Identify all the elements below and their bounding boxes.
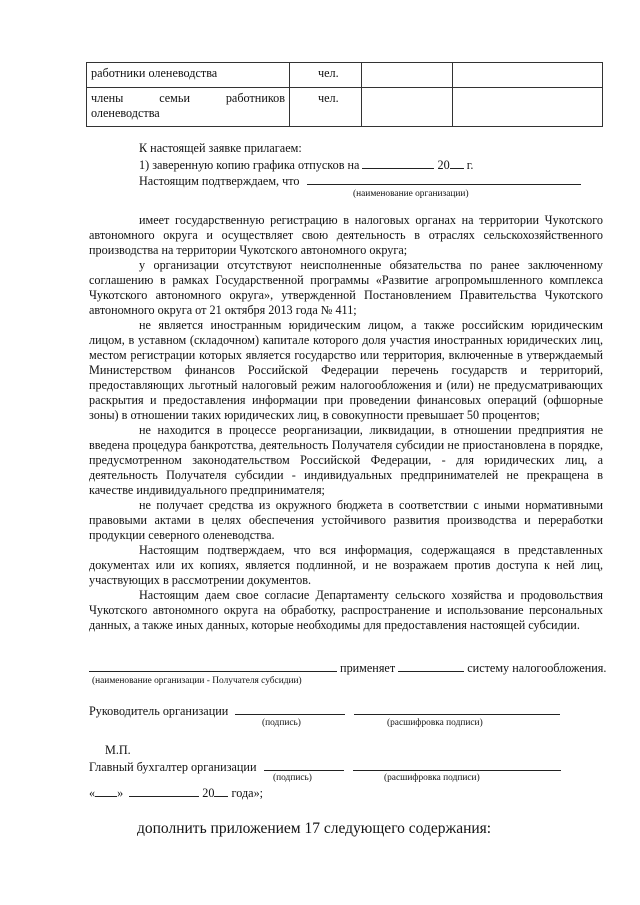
- paragraph: не находится в процессе реорганизации, ликвидации, в отношении предприятия не введена процедура банкротства, деятельность Получателя субсидии не приостановлена в порядке, предусмотренном законодательством Российской Федерации, - для юридических лиц, а деятельность Получателя субсидии - индивидуальных предпринимателей не прекращена в качестве индивидуального предпринимателя;: [89, 423, 603, 497]
- head-signature-line: [89, 703, 560, 719]
- date-year-suffix: года»;: [228, 786, 264, 800]
- date-line: [89, 785, 263, 801]
- row-unit: чел.: [318, 66, 339, 80]
- row-unit: чел.: [318, 91, 339, 105]
- table-row: [87, 88, 603, 127]
- attach-item-1: [139, 157, 473, 173]
- row-label-cell: [87, 63, 290, 88]
- value-cell: [453, 63, 603, 88]
- paragraph: имеет государственную регистрацию в налоговых органах на территории Чукотского автономного округа и осуществляет свою деятельность в отраслях сельскохозяйственного производства на территории Чукотского автономного округа;: [89, 213, 603, 257]
- head-sign-blank: [235, 703, 345, 715]
- attach-item-1-text: 1) заверенную копию графика отпусков на: [139, 158, 363, 172]
- accountant-sign-caption: (подпись): [273, 773, 312, 783]
- year-blank: [362, 157, 434, 169]
- value-cell: [362, 63, 453, 88]
- paragraph: Настоящим подтверждаем, что вся информация, содержащаяся в представленных документах или их копиях, является подлинной, и не возражаем против доступа к ней лиц, участвующих в рассмотрении документов.: [89, 543, 603, 587]
- paragraph: не является иностранным юридическим лицом, а также российским юридическим лицом, в уставном (складочном) капитале которого доля участия иностранных юридических лиц, местом регистрации которых является государство или территория, включенные в утверждаемый Министерством финансов Российской Федерации перечень государств и территорий, предоставляющих льготный налоговый режим налогообложения и (или) не предусматривающих раскрытия и предоставления информации при проведении финансовых операций (офшорные зоны) в отношении таких юридических лиц, в совокупности превышает 50 процентов;: [89, 318, 603, 422]
- value-cell: [362, 88, 453, 127]
- tax-system-blank: [398, 660, 464, 672]
- table-row: [87, 63, 603, 88]
- head-decode-caption: (расшифровка подписи): [387, 718, 483, 728]
- paragraph: у организации отсутствуют неисполненные обязательства по ранее заключенному соглашению в рамках Государственной программы «Развитие агропромышленного комплекса Чукотского автономного округа», утвержденной Постановлением Правительства Чукотского автономного округа от 21 октября 2013 года № 411;: [89, 258, 603, 317]
- recipient-caption: (наименование организации - Получателя субсидии): [92, 676, 302, 686]
- head-decode-blank: [354, 703, 560, 715]
- tax-line: [89, 660, 606, 676]
- paragraph: не получает средства из окружного бюджета в соответствии с иными нормативными правовыми актами в целях обеспечения устойчивого развития производства и переработки продукции северного оленеводства.: [89, 498, 603, 542]
- head-label: Руководитель организации: [89, 704, 229, 718]
- accountant-signature-line: [89, 759, 561, 775]
- recipient-name-blank: [89, 660, 337, 672]
- paragraph: Настоящим даем свое согласие Департаменту сельского хозяйства и продовольствия Чукотского автономного округа на обработку, распространение и использование персональных данных, а также иных данных, которые необходимы для предоставления настоящей субсидии.: [89, 588, 603, 632]
- row-label: оленеводства: [91, 106, 160, 120]
- confirm-prefix: Настоящим подтверждаем, что: [139, 174, 300, 188]
- tax-system: систему налогообложения.: [467, 661, 607, 675]
- org-caption: (наименование организации): [353, 189, 469, 199]
- date-open-quote: «: [89, 786, 96, 800]
- workers-table: [86, 62, 603, 127]
- confirm-line: [139, 173, 581, 189]
- declaration-body: [89, 213, 603, 633]
- org-name-blank: [307, 173, 581, 185]
- date-year-prefix: 20: [199, 786, 215, 800]
- accountant-decode-blank: [353, 759, 561, 771]
- head-sign-caption: (подпись): [262, 718, 301, 728]
- tax-applies: применяет: [340, 661, 396, 675]
- amendment-text: дополнить приложением 17 следующего содержания:: [137, 820, 492, 837]
- unit-cell: [290, 63, 362, 88]
- year-suffix-blank: [450, 157, 464, 169]
- accountant-sign-blank: [264, 759, 344, 771]
- attach-intro: К настоящей заявке прилагаем:: [139, 141, 302, 155]
- row-label: члены семьи работников: [91, 91, 285, 105]
- row-label-cell: [87, 88, 290, 127]
- unit-cell: [290, 88, 362, 127]
- year-suffix-blank: [214, 785, 228, 797]
- row-label: работники оленеводства: [91, 66, 218, 80]
- date-close-quote: »: [117, 786, 124, 800]
- value-cell: [453, 88, 603, 127]
- attach-item-1-end: г.: [463, 158, 474, 172]
- day-blank: [95, 785, 117, 797]
- attach-item-1-year: 20: [434, 158, 450, 172]
- accountant-label: Главный бухгалтер организации: [89, 760, 257, 774]
- stamp-label: М.П.: [105, 743, 131, 757]
- month-blank: [129, 785, 199, 797]
- accountant-decode-caption: (расшифровка подписи): [384, 773, 480, 783]
